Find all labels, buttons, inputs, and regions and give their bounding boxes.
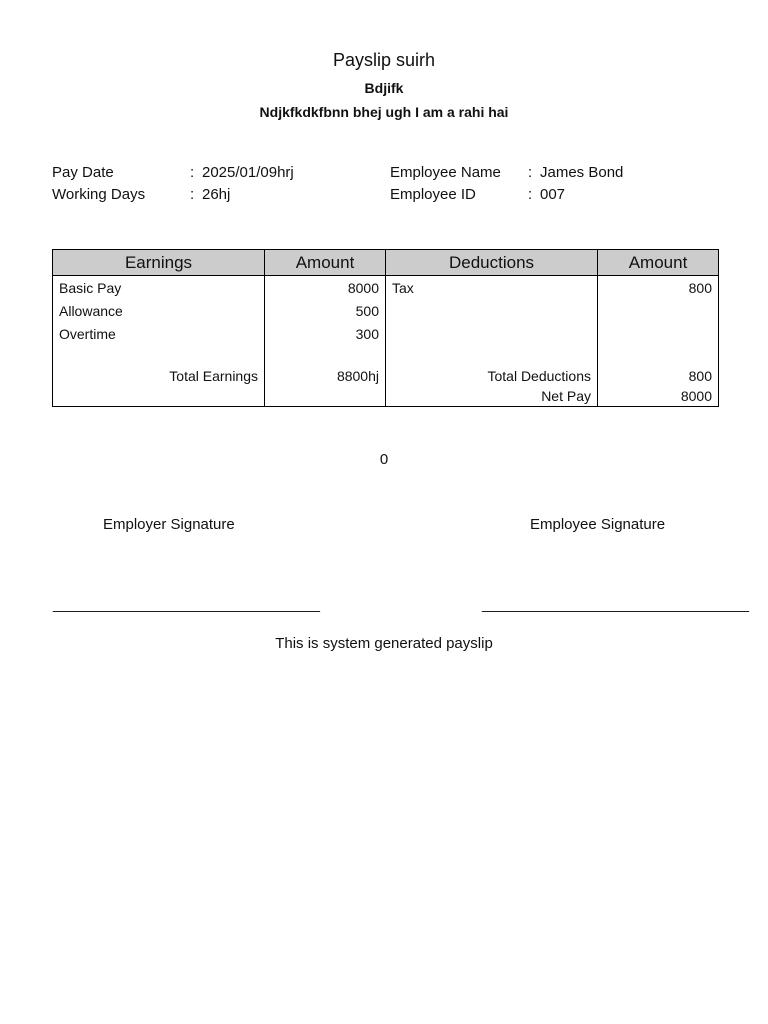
earning-label: Allowance [53,299,265,322]
employee-name-value: James Bond [540,164,624,181]
employee-id-colon: : [528,186,533,203]
net-pay-row [53,386,719,407]
deduction-label-empty [386,322,598,345]
deduction-amount-empty [598,322,719,345]
payslip-title: Payslip suirh [332,50,436,70]
working-days-value: 26hj [202,186,231,203]
employee-id-value: 007 [540,186,566,203]
deductions-amount-header: Amount [598,250,719,276]
footer-note: This is system generated payslip [275,635,493,652]
deduction-amount: 800 [598,276,719,300]
working-days-label: Working Days [52,186,146,203]
total-earnings-value: 8800hj [265,365,386,386]
net-pay-value: 8000 [598,386,719,407]
earning-amount: 500 [265,299,386,322]
pay-date-value: 2025/01/09hrj [202,164,294,181]
deduction-amount-empty [598,299,719,322]
total-deductions-label: Total Deductions [386,365,598,386]
working-days-colon: : [190,186,195,203]
table-header-row [53,250,719,276]
earnings-amount-header: Amount [265,250,386,276]
employer-signature-line: ________________________________ [53,596,320,613]
company-name: Bdjifk [364,80,404,96]
earning-amount: 8000 [265,276,386,300]
table-row [53,276,719,300]
earnings-header: Earnings [53,250,265,276]
earning-label: Overtime [53,322,265,345]
table-spacer-row [53,345,719,365]
employee-signature-label: Employee Signature [530,516,666,533]
earning-amount: 300 [265,322,386,345]
pay-date-colon: : [190,164,195,181]
net-pay-label: Net Pay [386,386,598,407]
employee-signature-line: ________________________________ [482,596,749,613]
total-earnings-label: Total Earnings [53,365,265,386]
employer-signature-label: Employer Signature [103,516,235,533]
total-deductions-value: 800 [598,365,719,386]
company-address: Ndjkfkdkfbnn bhej ugh I am a rahi hai [259,104,509,120]
amount-in-words: 0 [379,451,389,468]
employee-id-label: Employee ID [390,186,476,203]
table-row [53,322,719,345]
totals-row [53,365,719,386]
earning-label: Basic Pay [53,276,265,300]
employee-name-label: Employee Name [390,164,501,181]
pay-date-label: Pay Date [52,164,114,181]
table-row [53,299,719,322]
info-row-2 [0,186,768,204]
employee-name-colon: : [528,164,533,181]
deduction-label: Tax [386,276,598,300]
payslip-table [52,249,719,407]
deductions-header: Deductions [386,250,598,276]
deduction-label-empty [386,299,598,322]
info-row-1 [0,164,768,182]
